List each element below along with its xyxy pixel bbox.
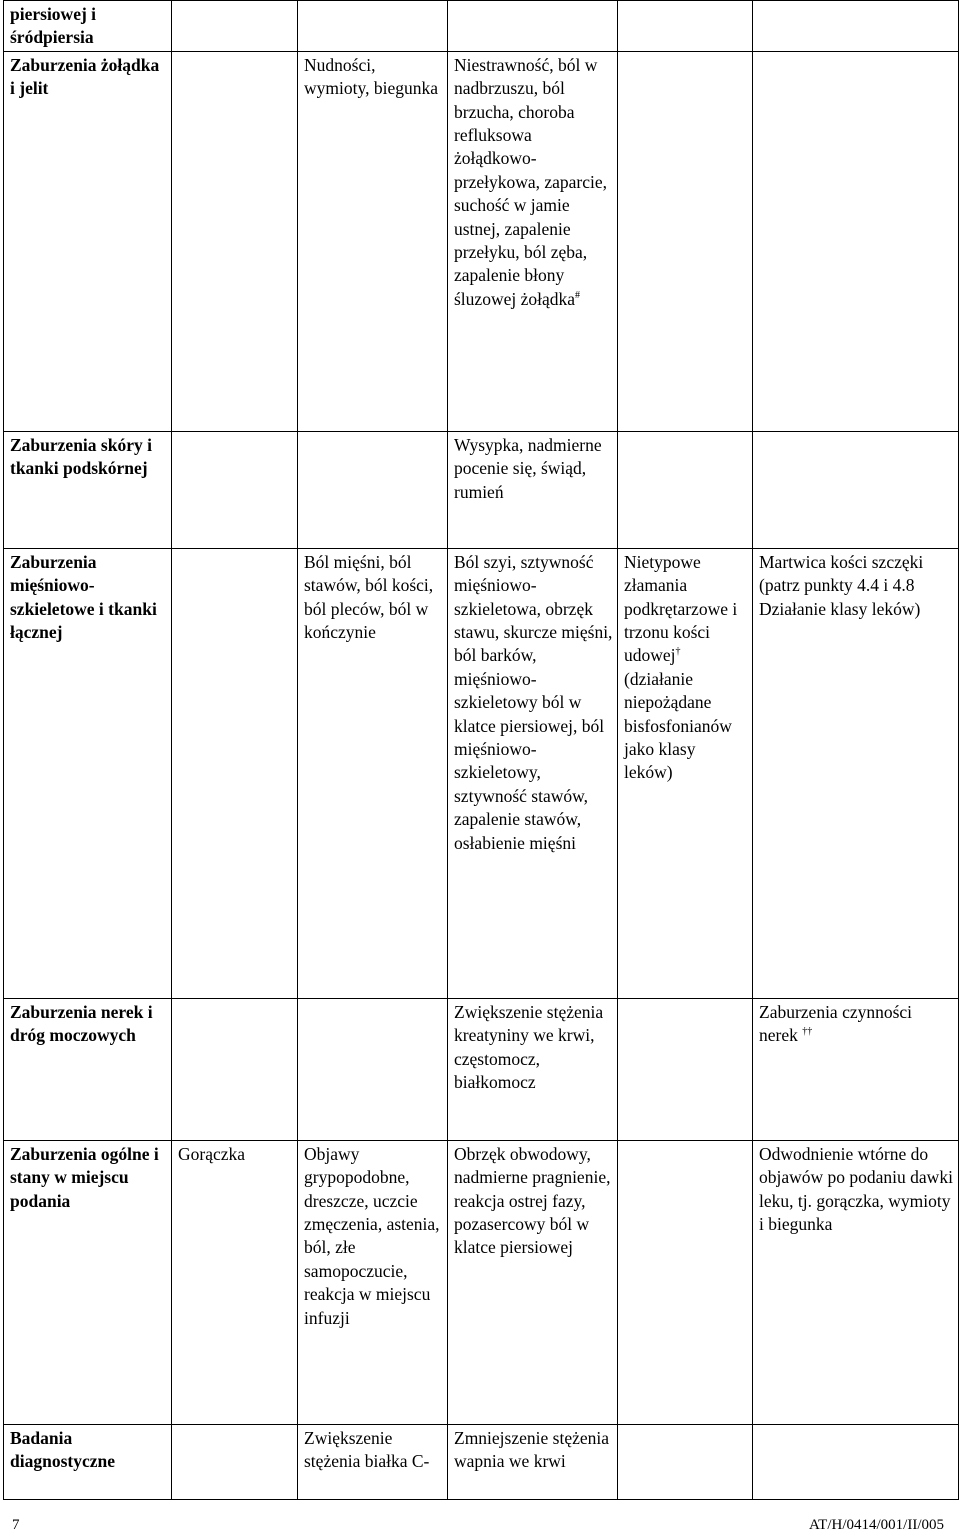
rare-cell (618, 998, 753, 1140)
common-cell: Objawy grypopodobne, dreszcze, uczcie zmęczenia, astenia, ból, złe samopoczucie, reakcja w miejscu infuzji (298, 1140, 448, 1424)
uncommon-cell: Obrzęk obwodowy, nadmierne pragnienie, reakcja ostrej fazy, pozasercowy ból w klatce piersiowej (448, 1140, 618, 1424)
rare-cell (618, 431, 753, 548)
very-common-cell (172, 1, 298, 52)
rare-cell (618, 1140, 753, 1424)
uncommon-cell (448, 1, 618, 52)
organ-class-cell: Zaburzenia skóry i tkanki podskórnej (4, 431, 172, 548)
organ-class-cell: Zaburzenia żołądka i jelit (4, 51, 172, 431)
rare-text-note: (działanie niepożądane bisfosfonianów jako klasy leków) (624, 668, 732, 783)
common-cell (298, 1, 448, 52)
unknown-frequency-cell: Martwica kości szczęki (patrz punkty 4.4 i 4.8 Działanie klasy leków) (753, 548, 959, 998)
table-row (4, 1140, 959, 1424)
unknown-frequency-cell (753, 1, 959, 52)
common-cell: Ból mięśni, ból stawów, ból kości, ból pleców, ból w kończynie (298, 548, 448, 998)
adverse-reactions-table (3, 0, 959, 1500)
very-common-cell: Gorączka (172, 1140, 298, 1424)
organ-class-cell: Zaburzenia nerek i dróg moczowych (4, 998, 172, 1140)
uncommon-cell: Ból szyi, sztywność mięśniowo-szkieletowa, obrzęk stawu, skurcze mięśni, ból barków, mięśniowo-szkieletowy ból w klatce piersiowej, ból mięśniowo-szkieletowy, sztywność stawów, zapalenie stawów, osłabienie mięśni (448, 548, 618, 998)
uncommon-text: Niestrawność, ból w nadbrzuszu, ból brzucha, choroba refluksowa żołądkowo-przełykowa, zaparcie, suchość w jamie ustnej, zapalenie przełyku, ból zęba, zapalenie błony śluzowej żołądka (454, 54, 608, 309)
very-common-cell (172, 998, 298, 1140)
rare-cell (618, 548, 753, 998)
common-cell (298, 431, 448, 548)
table-row (4, 51, 959, 431)
unknown-frequency-cell: Odwodnienie wtórne do objawów po podaniu dawki leku, tj. gorączka, wymioty i biegunka (753, 1140, 959, 1424)
unknown-text: Zaburzenia czynności nerek (759, 1001, 913, 1046)
uncommon-cell (448, 51, 618, 431)
unknown-frequency-cell (753, 431, 959, 548)
page-number: 7 (12, 1517, 20, 1533)
footnote-mark: † (675, 646, 681, 658)
table-row (4, 548, 959, 998)
footnote-mark: # (575, 290, 580, 302)
organ-class-cell: Zaburzenia ogólne i stany w miejscu podania (4, 1140, 172, 1424)
common-cell: Nudności, wymioty, biegunka (298, 51, 448, 431)
organ-class-cell: piersiowej i śródpiersia (4, 1, 172, 52)
rare-cell (618, 1, 753, 52)
unknown-frequency-cell (753, 1424, 959, 1499)
unknown-frequency-cell (753, 998, 959, 1140)
table-row (4, 1, 959, 52)
document-reference: AT/H/0414/001/II/005 (809, 1517, 944, 1533)
organ-class-cell: Zaburzenia mięśniowo-szkieletowe i tkanki łącznej (4, 548, 172, 998)
uncommon-cell: Zwiększenie stężenia kreatyniny we krwi, częstomocz, białkomocz (448, 998, 618, 1140)
table-row (4, 1424, 959, 1499)
rare-cell (618, 1424, 753, 1499)
unknown-frequency-cell (753, 51, 959, 431)
uncommon-cell: Zmniejszenie stężenia wapnia we krwi (448, 1424, 618, 1499)
table-row (4, 431, 959, 548)
very-common-cell (172, 548, 298, 998)
very-common-cell (172, 1424, 298, 1499)
rare-cell (618, 51, 753, 431)
common-cell: Zwiększenie stężenia białka C- (298, 1424, 448, 1499)
rare-text: Nietypowe złamania podkrętarzowe i trzonu kości udowej (624, 551, 738, 666)
very-common-cell (172, 431, 298, 548)
uncommon-cell: Wysypka, nadmierne pocenie się, świąd, rumień (448, 431, 618, 548)
common-cell (298, 998, 448, 1140)
very-common-cell (172, 51, 298, 431)
footnote-mark: †† (802, 1026, 813, 1038)
organ-class-cell: Badania diagnostyczne (4, 1424, 172, 1499)
table-row (4, 998, 959, 1140)
